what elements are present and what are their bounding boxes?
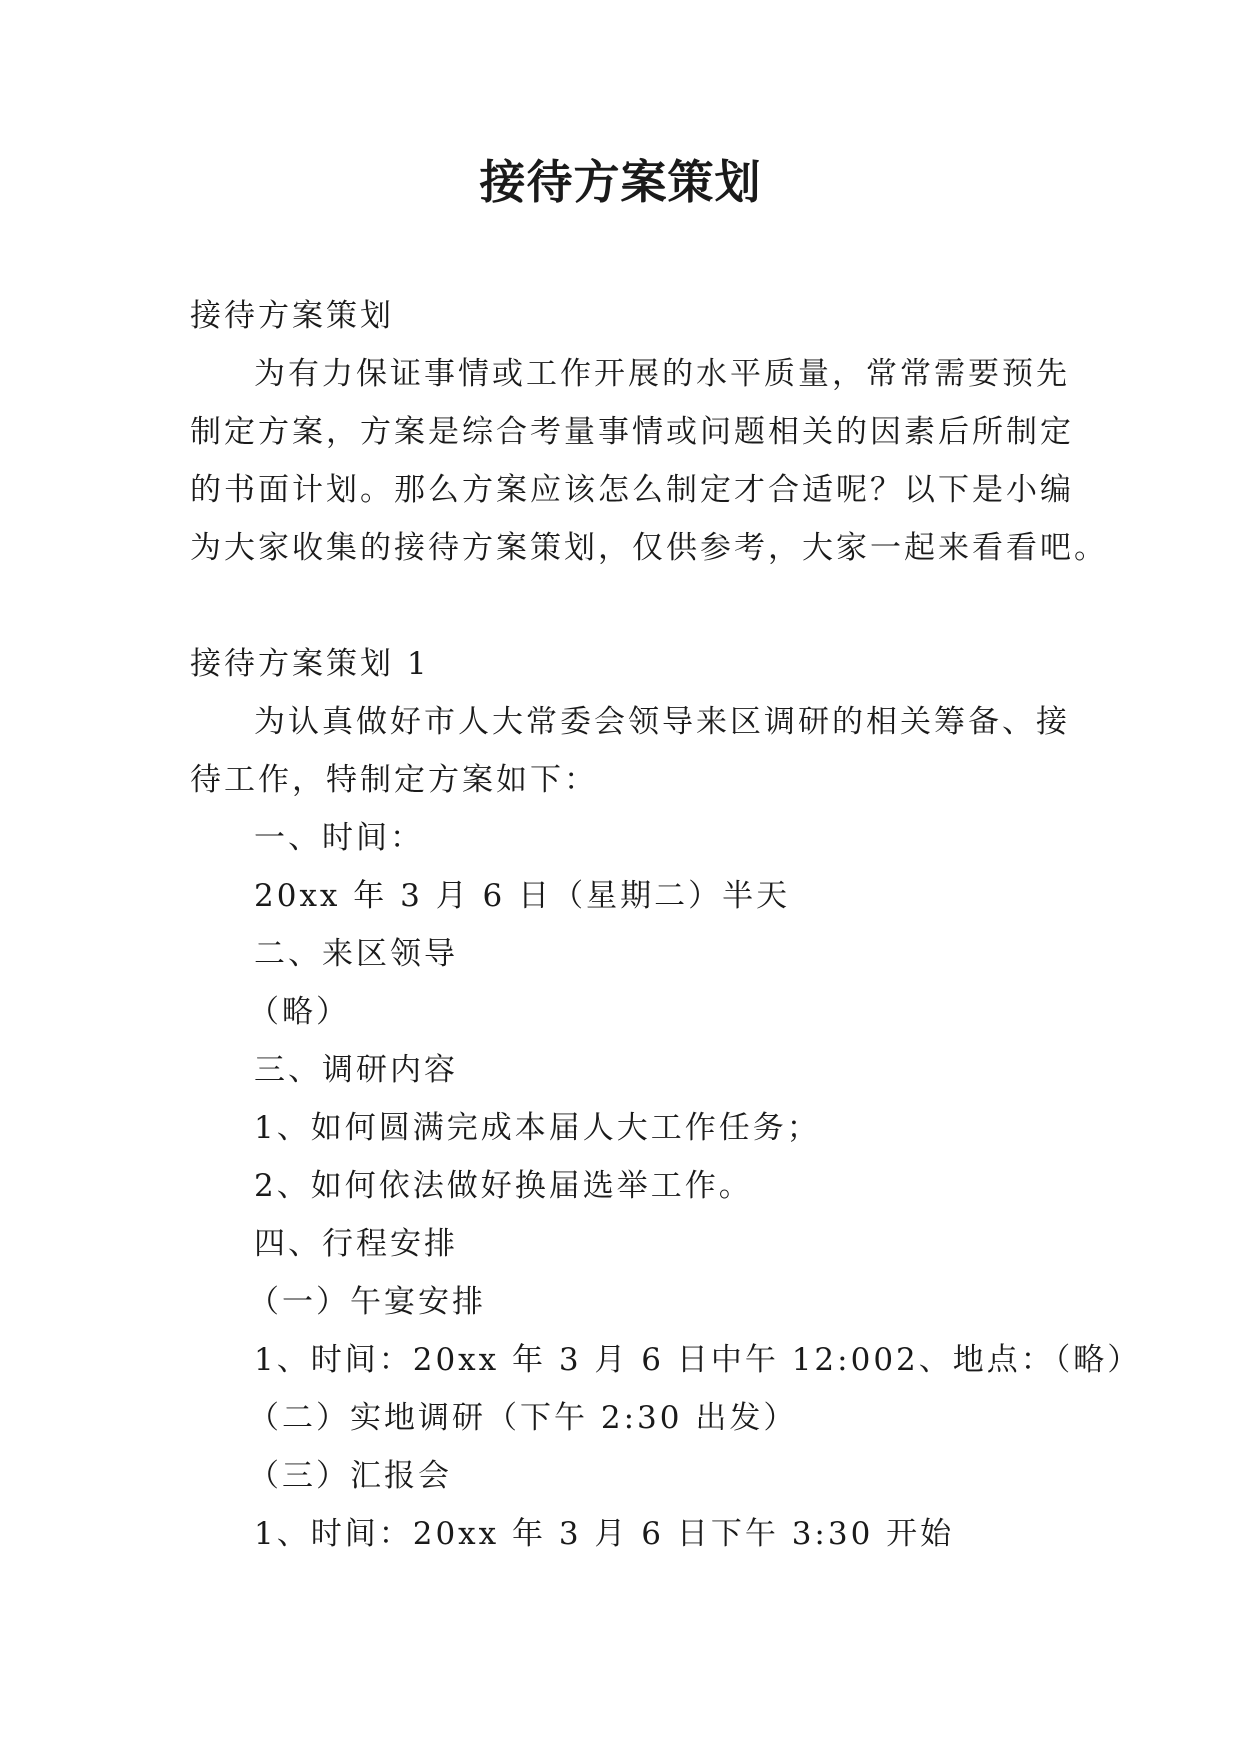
section-intro-line: 为认真做好市人大常委会领导来区调研的相关筹备、接 [254, 704, 1070, 740]
item-schedule-lunch: （一）午宴安排 [248, 1284, 486, 1320]
document-heading: 接待方案策划 [190, 298, 394, 334]
item-schedule-briefing: （三）汇报会 [248, 1458, 452, 1494]
item-content-2: 2、如何依法做好换届选举工作。 [254, 1168, 753, 1204]
section-heading: 接待方案策划 1 [190, 646, 430, 682]
intro-line: 为大家收集的接待方案策划，仅供参考，大家一起来看看吧。 [190, 530, 1108, 566]
item-schedule-heading: 四、行程安排 [254, 1226, 458, 1262]
item-time-heading: 一、时间： [254, 820, 424, 856]
intro-line: 的书面计划。那么方案应该怎么制定才合适呢？以下是小编 [190, 472, 1074, 508]
item-leaders-value: （略） [248, 994, 350, 1030]
section-intro-line: 待工作，特制定方案如下： [190, 762, 598, 798]
document-title: 接待方案策划 [479, 155, 762, 209]
item-leaders-heading: 二、来区领导 [254, 936, 458, 972]
document-body [190, 287, 1142, 1563]
item-time-value: 20xx 年 3 月 6 日（星期二）半天 [254, 878, 791, 914]
paragraph-gap [190, 577, 1060, 635]
item-content-1: 1、如何圆满完成本届人大工作任务； [254, 1110, 821, 1146]
item-schedule-lunch-detail: 1、时间：20xx 年 3 月 6 日中午 12:002、地点：（略） [254, 1342, 1142, 1378]
item-content-heading: 三、调研内容 [254, 1052, 458, 1088]
intro-line: 制定方案，方案是综合考量事情或问题相关的因素后所制定 [190, 414, 1074, 450]
intro-line: 为有力保证事情或工作开展的水平质量，常常需要预先 [254, 356, 1070, 392]
item-schedule-field-research: （二）实地调研（下午 2:30 出发） [248, 1400, 798, 1436]
item-schedule-briefing-time: 1、时间：20xx 年 3 月 6 日下午 3:30 开始 [254, 1516, 955, 1552]
